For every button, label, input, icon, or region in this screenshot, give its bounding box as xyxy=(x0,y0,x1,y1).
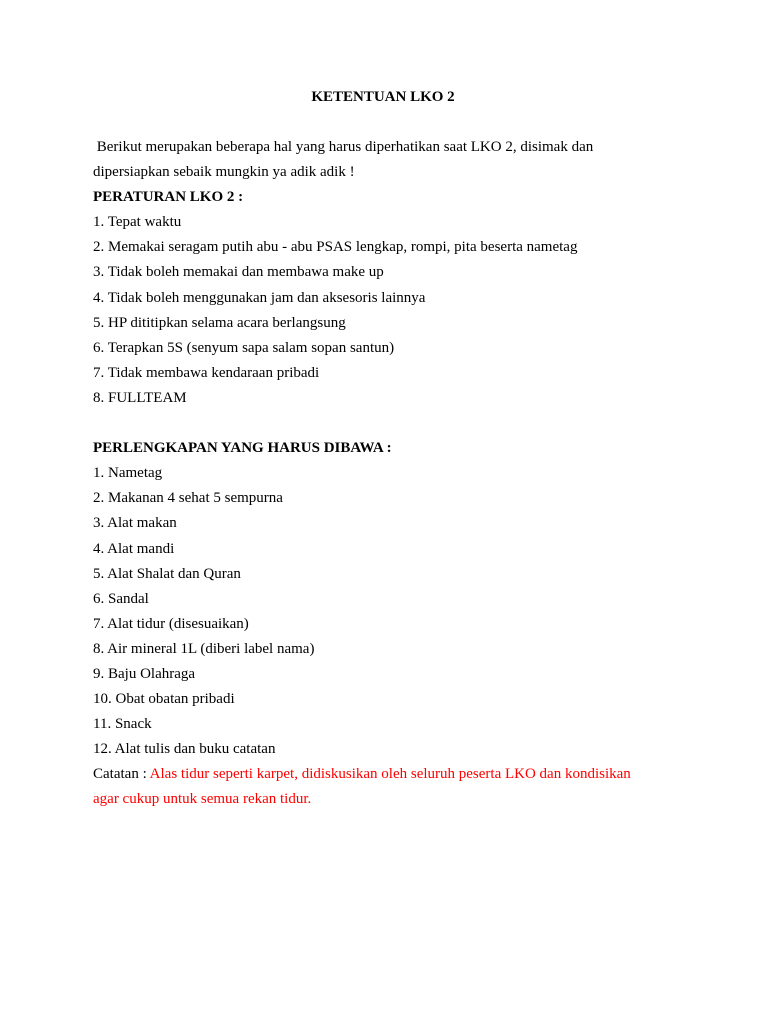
equipment-item: 8. Air mineral 1L (diberi label nama) xyxy=(93,640,315,657)
equipment-item: 3. Alat makan xyxy=(93,515,177,532)
equipment-item: 10. Obat obatan pribadi xyxy=(93,691,235,708)
rule-item: 2. Memakai seragam putih abu - abu PSAS lengkap, rompi, pita beserta nametag xyxy=(93,239,578,256)
rule-item: 3. Tidak boleh memakai dan membawa make up xyxy=(93,264,384,281)
note-text-line-1: Alas tidur seperti karpet, didiskusikan oleh seluruh peserta LKO dan kondisikan xyxy=(149,766,631,783)
equipment-item: 5. Alat Shalat dan Quran xyxy=(93,565,241,582)
rule-item: 4. Tidak boleh menggunakan jam dan aksesoris lainnya xyxy=(93,289,426,306)
document-title-text: KETENTUAN LKO 2 xyxy=(311,89,455,105)
intro-line-2: dipersiapkan sebaik mungkin ya adik adik ! xyxy=(93,164,355,181)
note-label: Catatan : xyxy=(93,766,150,783)
equipment-item: 11. Snack xyxy=(93,716,152,733)
rule-item: 8. FULLTEAM xyxy=(93,389,187,406)
equipment-item: 7. Alat tidur (disesuaikan) xyxy=(93,615,249,632)
document-body xyxy=(93,135,663,813)
note xyxy=(93,762,663,812)
equipment-item: 1. Nametag xyxy=(93,465,163,482)
rule-item: 6. Terapkan 5S (senyum sapa salam sopan santun) xyxy=(93,339,395,356)
rules-list xyxy=(93,210,663,411)
rule-item: 7. Tidak membawa kendaraan pribadi xyxy=(93,364,320,381)
spacer xyxy=(93,411,663,436)
equipment-item: 2. Makanan 4 sehat 5 sempurna xyxy=(93,490,283,507)
equipment-item: 9. Baju Olahraga xyxy=(93,665,196,682)
rule-item: 5. HP dititipkan selama acara berlangsung xyxy=(93,314,346,331)
rule-item: 1. Tepat waktu xyxy=(93,214,182,231)
intro-line-1: Berikut merupakan beberapa hal yang harus diperhatikan saat LKO 2, disimak dan xyxy=(93,139,594,155)
equipment-heading: PERLENGKAPAN YANG HARUS DIBAWA : xyxy=(93,440,392,457)
equipment-item: 4. Alat mandi xyxy=(93,540,175,557)
equipment-item: 6. Sandal xyxy=(93,590,149,607)
note-line-1 xyxy=(93,762,663,787)
document-title xyxy=(0,86,768,108)
note-text-line-2: agar cukup untuk semua rekan tidur. xyxy=(93,791,312,808)
equipment-item: 12. Alat tulis dan buku catatan xyxy=(93,741,276,758)
equipment-list xyxy=(93,461,663,762)
rules-heading: PERATURAN LKO 2 : xyxy=(93,189,244,206)
